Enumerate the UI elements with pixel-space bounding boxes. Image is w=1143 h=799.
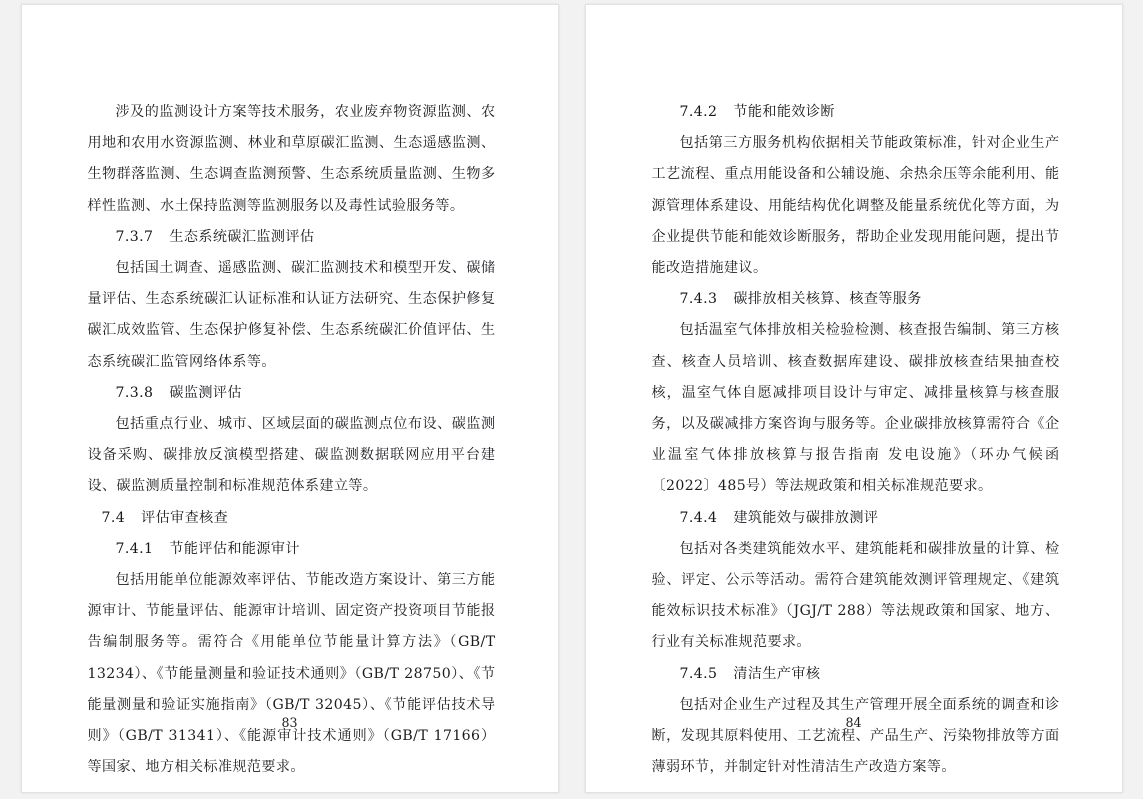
section-heading — [652, 284, 1060, 315]
section-number: 7.4.3 — [679, 291, 718, 308]
section-heading — [88, 534, 496, 565]
page-content-84 — [652, 97, 1060, 783]
section-heading — [652, 503, 1060, 534]
section-number: 7.3.8 — [115, 384, 154, 401]
paragraph: 包括对各类建筑能效水平、建筑能耗和碳排放量的计算、检验、评定、公示等活动。需符合建筑能效测评管理规定、《建筑能效标识技术标准》（JGJ/T 288）等法规政策和国家、地方、行业有关标准规范要求。 — [651, 540, 1060, 651]
paragraph: 包括对企业生产过程及其生产管理开展全面系统的调查和诊断，发现其原料使用、工艺流程、产品生产、污染物排放等方面薄弱环节，并制定针对性清洁生产改造方案等。 — [651, 696, 1060, 776]
section-number: 7.4.4 — [679, 509, 718, 526]
page-folio: 83 — [281, 715, 298, 730]
section-title: 节能评估和能源审计 — [169, 540, 300, 557]
paragraph: 涉及的监测设计方案等技术服务，农业废弃物资源监测、农用地和农用水资源监测、林业和草原碳汇监测、生态遥感监测、生物群落监测、生态调查监测预警、生态系统质量监测、生物多样性监测、水土保持监测等监测服务以及毒性试验服务等。 — [87, 104, 496, 214]
section-number: 7.4.5 — [679, 665, 718, 682]
paragraph: 包括重点行业、城市、区域层面的碳监测点位布设、碳监测设备采购、碳排放反演模型搭建、碳监测数据联网应用平台建设、碳监测质量控制和标准规范体系建立等。 — [87, 416, 496, 495]
section-number: 7.4.1 — [115, 540, 154, 557]
section-number: 7.4 — [101, 509, 126, 526]
section-heading — [88, 503, 496, 534]
section-title: 节能和能效诊断 — [733, 104, 835, 120]
section-number: 7.4.2 — [679, 104, 718, 120]
section-heading — [652, 659, 1060, 690]
paragraph: 包括用能单位能源效率评估、节能改造方案设计、第三方能源审计、节能量评估、能源审计培训、固定资产投资项目节能报告编制服务等。需符合《用能单位节能量计算方法》（GB/T 13234）、《节能量测量和验证技术通则》（GB/T 28750）、《节能量测量和验证实施指南》（GB/T 32045）、《节能评估技术导则》（GB/T 31341）、《能源审计技术通则》（GB/T 17166）等国家、地方相关标准规范要求。 — [87, 572, 496, 776]
section-heading — [652, 97, 1060, 128]
section-title: 建筑能效与碳排放测评 — [733, 509, 879, 526]
section-title: 清洁生产审核 — [733, 665, 821, 682]
section-heading — [88, 222, 496, 253]
document-page-83 — [21, 4, 559, 793]
page-content-83 — [88, 97, 496, 783]
section-title: 评估审查核查 — [141, 509, 229, 526]
section-number: 7.3.7 — [115, 228, 154, 245]
paragraph: 包括第三方服务机构依据相关节能政策标准，针对企业生产工艺流程、重点用能设备和公辅设施、余热余压等余能利用、能源管理体系建设、用能结构优化调整及能量系统优化等方面，为企业提供节能和能效诊断服务，帮助企业发现用能问题，提出节能改造措施建议。 — [651, 135, 1060, 277]
section-title: 生态系统碳汇监测评估 — [169, 228, 315, 245]
document-page-84 — [585, 4, 1123, 793]
section-title: 碳监测评估 — [169, 384, 242, 401]
paragraph: 包括温室气体排放相关检验检测、核查报告编制、第三方核查、核查人员培训、核查数据库建设、碳排放核查结果抽查校核，温室气体自愿减排项目设计与审定、减排量核算与核查服务，以及碳减排方案咨询与服务等。企业碳排放核算需符合《企业温室气体排放核算与报告指南 发电设施》（环办气候函〔2022〕485号）等法规政策和相关标准规范要求。 — [651, 322, 1060, 495]
paragraph: 包括国土调查、遥感监测、碳汇监测技术和模型开发、碳储量评估、生态系统碳汇认证标准和认证方法研究、生态保护修复碳汇成效监管、生态保护修复补偿、生态系统碳汇价值评估、生态系统碳汇监管网络体系等。 — [87, 260, 496, 370]
section-title: 碳排放相关核算、核查等服务 — [733, 291, 922, 308]
page-folio: 84 — [845, 715, 862, 730]
section-heading — [88, 378, 496, 409]
